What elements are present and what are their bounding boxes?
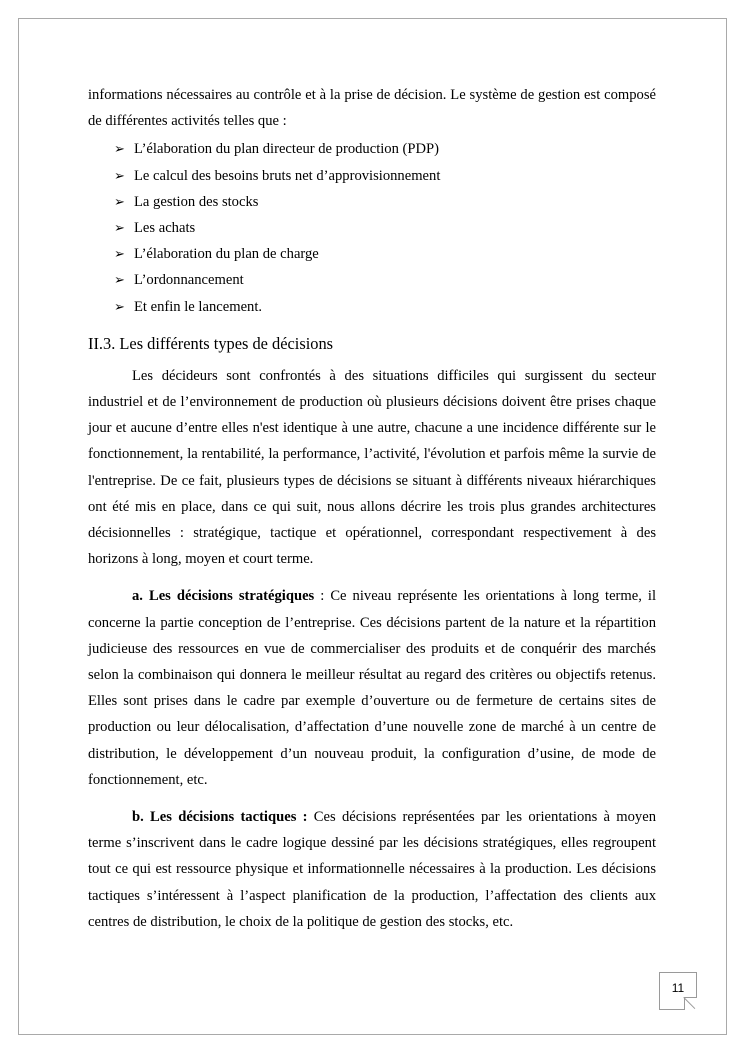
tactical-decisions-label: b. Les décisions tactiques : bbox=[132, 809, 308, 826]
bullet-arrow-icon: ➢ bbox=[114, 141, 125, 157]
list-item-label: Les achats bbox=[134, 220, 196, 237]
section-heading: II.3. Les différents types de décisions bbox=[88, 333, 334, 353]
intro-paragraph: informations nécessaires au contrôle et à la prise de décision. Le système de gestion est composé de différentes activités telles que : bbox=[88, 87, 656, 130]
list-item-label: L’ordonnancement bbox=[134, 272, 244, 289]
bullet-arrow-icon: ➢ bbox=[114, 167, 125, 183]
page-fold-corner-icon bbox=[684, 997, 697, 1010]
bullet-arrow-icon: ➢ bbox=[114, 246, 125, 262]
list-item-label: L’élaboration du plan de charge bbox=[134, 246, 319, 263]
list-item-label: Le calcul des besoins bruts net d’approvisionnement bbox=[134, 167, 441, 184]
list-item-label: L’élaboration du plan directeur de production (PDP) bbox=[134, 141, 440, 158]
page-content bbox=[88, 82, 656, 935]
list-item bbox=[88, 294, 656, 320]
list-item-label: Et enfin le lancement. bbox=[134, 298, 263, 315]
page-number: 11 bbox=[671, 981, 685, 995]
list-item bbox=[88, 241, 656, 267]
page-number-badge bbox=[659, 972, 697, 1010]
list-item bbox=[88, 189, 656, 215]
tactical-decisions-paragraph bbox=[88, 804, 656, 935]
bullet-arrow-icon: ➢ bbox=[114, 272, 125, 288]
list-item bbox=[88, 215, 656, 241]
bullet-arrow-icon: ➢ bbox=[114, 193, 125, 209]
bullet-arrow-icon: ➢ bbox=[114, 220, 125, 236]
activities-list bbox=[88, 136, 656, 319]
list-item bbox=[88, 267, 656, 293]
body-paragraph-intro: Les décideurs sont confrontés à des situations difficiles qui surgissent du secteur industriel et de l’environnement de production où plusieurs décisions doivent être prises chaque jour et aucune d’entre elles n'est identique à une autre, chacune a une incidence différente sur le fonctionnement, la rentabilité, la performance, l’activité, l'évolution et parfois même la survie de l'entreprise. De ce fait, plusieurs types de décisions se situant à différents niveaux hiérarchiques ont été mis en place, dans ce qui suit, nous allons décrire les trois plus grandes architectures décisionnelles : stratégique, tactique et opérationnel, correspondant respectivement à des horizons à long, moyen et court terme. bbox=[88, 367, 656, 568]
strategic-decisions-label: a. Les décisions stratégiques bbox=[132, 588, 315, 605]
list-item bbox=[88, 163, 656, 189]
strategic-decisions-paragraph bbox=[88, 583, 656, 793]
bullet-arrow-icon: ➢ bbox=[114, 298, 125, 314]
list-item-label: La gestion des stocks bbox=[134, 193, 259, 210]
tactical-decisions-text: Ces décisions représentées par les orientations à moyen terme s’inscrivent dans le cadre logique dessiné par les décisions stratégiques, elles regroupent tout ce qui est ressource physique et informationnelle nécessaires à la production. Les décisions tactiques s’intéressent à l’aspect planification de la production, l’affectation des clients aux centres de distribution, le choix de la politique de gestion des stocks, etc. bbox=[88, 809, 656, 930]
list-item bbox=[88, 136, 656, 162]
strategic-decisions-text: : Ce niveau représente les orientations à long terme, il concerne la partie conception de l’entreprise. Ces décisions partent de la nature et la répartition judicieuse des ressources en vue de commercialiser des produits et de conquérir des marchés selon la combinaison qui donnera le meilleur résultat au regard des critères ou objectifs retenus. Elles sont prises dans le cadre par exemple d’ouverture ou de fermeture de certains sites de production ou leur délocalisation, d’affectation d’une nouvelle zone de marché à un centre de distribution, le développement d’un nouveau produit, la configuration d’usine, de mode de fonctionnement, etc. bbox=[88, 588, 657, 788]
